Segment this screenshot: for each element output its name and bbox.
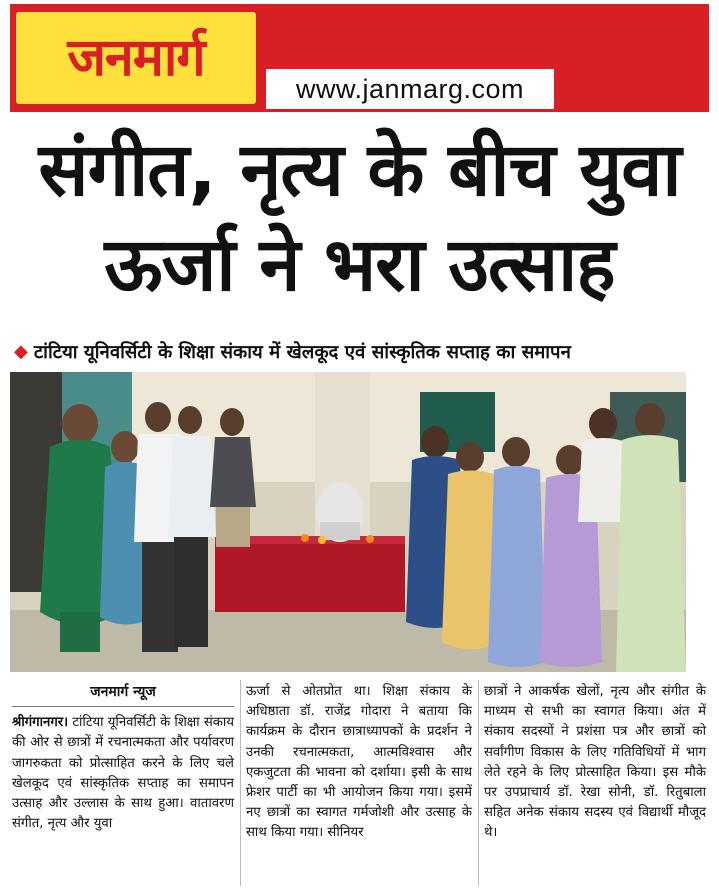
subheadline [14,336,709,366]
article-text: टांटिया यूनिवर्सिटी के शिक्षा संकाय की ओर से छात्रों में रचनात्मकता और पर्यावरण जागरुकता को प्रोत्साहित करने के लिए चले खेलकूद एवं सांस्कृतिक सप्ताह का समापन उत्साह और उल्लास के साथ हुआ। वातावरण संगीत, नृत्य और युवा [12,715,234,832]
subheadline-text: टांटिया यूनिवर्सिटी के शिक्षा संकाय में खेलकूद एवं सांस्कृतिक सप्ताह का समापन [33,341,571,363]
headline-line-2: ऊर्जा ने भरा उत्साह [104,222,615,308]
article-column-2 [246,682,472,844]
group-photo-image [10,372,686,672]
dateline: श्रीगंगानगर। [12,715,69,731]
article-column-1 [12,682,234,834]
byline: जनमार्ग न्यूज [12,682,234,707]
column-divider [478,680,479,886]
newspaper-logo [16,12,256,104]
headline [10,122,709,312]
article-text: ऊर्जा से ओतप्रोत था। शिक्षा संकाय के अधिष्ठाता डॉ. राजेंद्र गोदारा ने बताया कि कार्यक्रम के दौरान छात्राध्यापकों के प्रदर्शन ने उनकी रचनात्मकता, आत्मविश्वास और एकजुटता की भावना को दर्शाया। इसी के साथ फ्रेशर पार्टी का भी आयोजन किया गया। इसमें नए छात्रों का स्वागत गर्मजोशी और उत्साह के साथ किया गया। सीनियर [246,684,472,841]
website-url: www.janmarg.com [295,73,525,104]
headline-line-1: संगीत, नृत्य के बीच युवा [38,127,681,213]
article-text: छात्रों ने आकर्षक खेलों, नृत्य और संगीत के माध्यम से सभी का स्वागत किया। अंत में संकाय सदस्यों ने प्रशंसा पत्र और छात्रों को सर्वांगीण विकास के लिए गतिविधियों में भाग लेते रहने के लिए प्रोत्साहित किया। इस मौके पर उपप्राचार्य डॉ. रेखा सोनी, डॉ. रितुबाला सहित अनेक संकाय सदस्य एवं विद्यार्थी मौजूद थे। [484,684,706,841]
website-url-box [266,69,554,109]
newspaper-logo-text: जनमार्ग [67,28,205,88]
diamond-bullet-icon: ◆ [14,340,28,362]
column-divider [240,680,241,886]
article-paragraph [12,713,234,834]
masthead [0,0,719,116]
article-column-3 [484,682,706,844]
